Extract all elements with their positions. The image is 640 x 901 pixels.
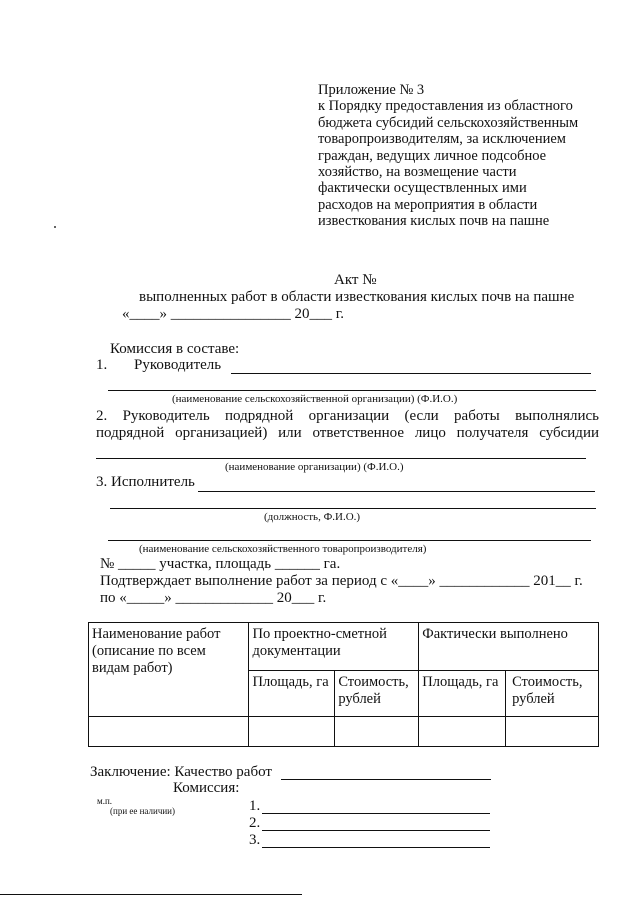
item2-fill-line[interactable]: [96, 458, 586, 459]
works-table: [88, 622, 599, 747]
act-title: Акт №: [334, 272, 377, 288]
col-work-name: Наименование работ (описание по всем видам работ): [89, 623, 249, 717]
appendix-line: товаропроизводителям, за исключением: [318, 131, 566, 148]
seal-note: (при ее наличии): [110, 806, 175, 816]
item1-number: 1.: [96, 357, 108, 373]
signature-3-number: 3.: [249, 832, 261, 848]
table-cell[interactable]: [249, 717, 335, 747]
appendix-line: фактически осуществленных ими: [318, 180, 527, 197]
col-fact-area: Площадь, га: [419, 671, 506, 717]
item2-caption: (наименование организации) (Ф.И.О.): [225, 461, 404, 473]
table-cell[interactable]: [506, 717, 599, 747]
act-date-line: «____» ________________ 20___ г.: [122, 306, 344, 322]
seal-label: м.п.: [97, 796, 113, 806]
appendix-line: хозяйство, на возмещение части: [318, 164, 517, 181]
producer-fill-line[interactable]: [108, 540, 591, 541]
commission-heading: Комиссия в составе:: [110, 341, 240, 357]
appendix-line: известкования кислых почв на пашне: [318, 213, 550, 230]
conclusion-fill-line[interactable]: [281, 779, 491, 780]
signature-2-line[interactable]: [262, 830, 490, 831]
item2-line2: подрядной организацией) или ответственное лицо получателя субсидии: [96, 425, 599, 441]
item3-fill-line-2[interactable]: [110, 508, 596, 509]
item2-line1: 2. Руководитель подрядной организации (если работы выполнялись: [96, 408, 599, 424]
signature-3-line[interactable]: [262, 847, 490, 848]
col-group-plan: По проектно-сметной документации: [249, 623, 419, 671]
item1-fill-line-2[interactable]: [108, 390, 596, 391]
item3-fill-line[interactable]: [198, 491, 595, 492]
signature-1-line[interactable]: [262, 813, 490, 814]
appendix-line: бюджета субсидий сельскохозяйственным: [318, 114, 579, 131]
col-plan-cost: Стоимость, рублей: [335, 671, 419, 717]
appendix-line: к Порядку предоставления из областного: [318, 98, 573, 115]
col-plan-area: Площадь, га: [249, 671, 335, 717]
col-group-fact: Фактически выполнено: [419, 623, 599, 671]
stray-dot: [54, 226, 56, 228]
commission-label: Комиссия:: [173, 780, 240, 796]
signature-1-number: 1.: [249, 798, 261, 814]
plot-line: № _____ участка, площадь ______ га.: [100, 556, 341, 572]
appendix-header: [318, 82, 608, 230]
item3-label: 3. Исполнитель: [96, 474, 195, 490]
item3-caption: (должность, Ф.И.О.): [264, 511, 361, 523]
appendix-line: расходов на мероприятия в области: [318, 196, 538, 213]
footer-rule: [0, 894, 302, 895]
conclusion-text: Заключение: Качество работ: [90, 764, 272, 780]
appendix-line: граждан, ведущих личное подсобное: [318, 147, 547, 164]
table-cell[interactable]: [419, 717, 506, 747]
signature-2-number: 2.: [249, 815, 261, 831]
period-to: по «_____» _____________ 20___ г.: [100, 590, 327, 606]
col-fact-cost: Стоимость, рублей: [506, 671, 599, 717]
table-cell[interactable]: [89, 717, 249, 747]
item1-caption: (наименование сельскохозяйственной организации) (Ф.И.О.): [172, 393, 458, 405]
item1-fill-line[interactable]: [231, 373, 591, 374]
appendix-line: Приложение № 3: [318, 82, 425, 98]
item1-label: Руководитель: [134, 357, 222, 373]
period-confirm: Подтверждает выполнение работ за период с «____» ____________ 201__ г.: [100, 573, 583, 589]
producer-caption: (наименование сельскохозяйственного товаропроизводителя): [139, 543, 427, 555]
act-subtitle: выполненных работ в области известкования кислых почв на пашне: [139, 289, 575, 305]
table-row: [89, 717, 599, 747]
table-cell[interactable]: [335, 717, 419, 747]
